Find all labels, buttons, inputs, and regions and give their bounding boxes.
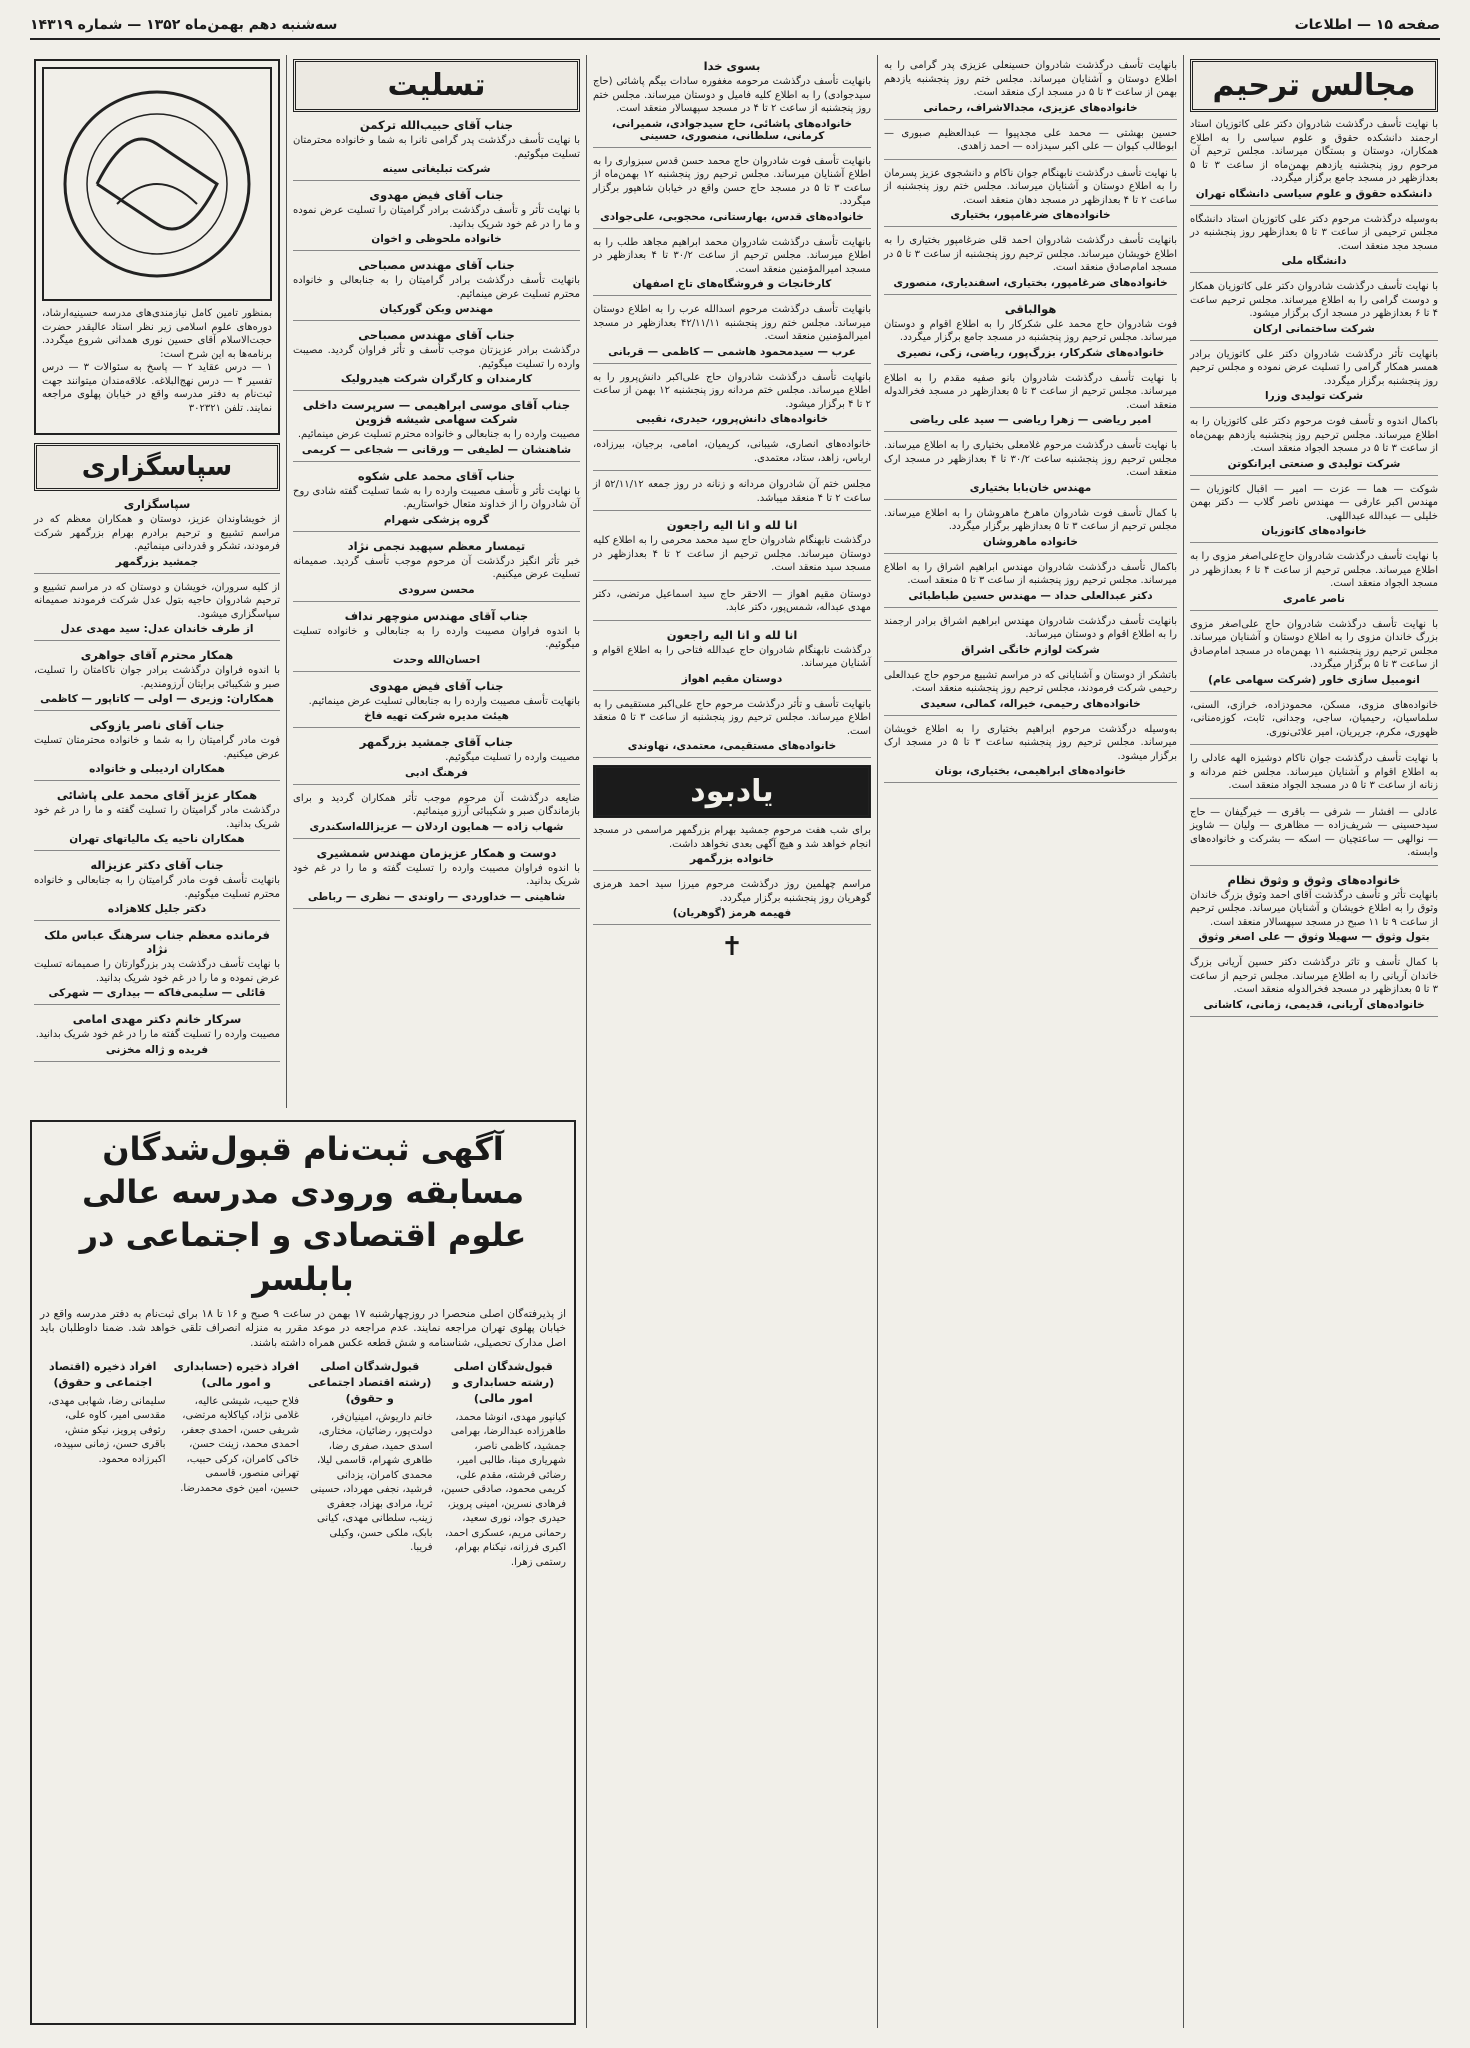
notice-signature: شاهنشان — لطیفی — ورقانی — شجاعی — کریمی <box>301 443 572 456</box>
notice-block <box>884 302 1177 365</box>
notice-text: بانهایت تأسف درگذشت شادروان حاج علی‌اکبر دانش‌پرور را به اطلاع میرساند. مجلس ختم مردانه روز پنجشنبه ۱۲ بهمن از ساعت ۲ تا ۴ برگزار میشود. <box>593 371 871 410</box>
notice-block <box>593 478 871 511</box>
notice-title: جناب آقای مهندس مصباحی <box>358 258 515 272</box>
notice-text: مصیبت وارده را تسلیت میگوئیم. <box>445 752 580 763</box>
notice-text: درگذشت مادر گرامیتان را تسلیت گفته و ما را در غم خود شریک بدانید. <box>34 805 280 830</box>
notice-text: بانهایت تأثر درگذشت شادروان دکتر علی کاتوزیان برادر همسر همکار گرامی را تسلیت عرض نموده و مجلس ترحیم روز پنجشنبه برگزار میگردد. <box>1190 348 1438 387</box>
notice-block <box>884 561 1177 608</box>
notice-block <box>34 788 280 851</box>
notice-signature: خانواده‌های آریانی، قدیمی، زمانی، کاشانی <box>1203 998 1425 1011</box>
notice-block <box>884 723 1177 784</box>
notice-signature: فرهنگ ادبی <box>405 766 468 779</box>
notice-signature: کارخانجات و فروشگاه‌های تاج اصفهان <box>632 278 832 290</box>
notice-text: با کمال تأسف فوت شادروان ماهرخ ماهروشان را به اطلاع میرساند. مجلس ترحیم از ساعت ۳ تا ۵ بعدازظهر برگزار میگردد. <box>884 507 1177 532</box>
notice-text: ضایعه درگذشت آن مرحوم موجب تأثر همکاران گردید و برای بازماندگان صبر و شکیبائی آرزو مینمائیم. <box>293 792 580 817</box>
notice-signature: هیئت مدیره شرکت تهیه فاخ <box>364 710 509 722</box>
cross-icon: ✝ <box>721 932 743 962</box>
notice-block <box>593 698 871 759</box>
notice-text: از خویشاوندان عزیز، دوستان و همکاران معظم که در مراسم تشییع و ترحیم برادرم بهرام بزرگمهر شرکت فرمودند، تشکر و قدردانی مینمائیم. <box>34 514 280 552</box>
notice-title: همکار عزیز آقای محمد علی پاشائی <box>56 788 258 802</box>
notice-signature: مهندس خان‌بابا بختیاری <box>969 481 1092 494</box>
notice-block <box>293 118 580 181</box>
notice-signature: خانواده ملحوظی و اخوان <box>371 233 502 245</box>
notice-text: بانهایت تأسف درگذشت برادر گرامیتان را به جنابعالی و خانواده محترم تسلیت عرض مینمائیم. <box>293 275 580 300</box>
yadbud-notice <box>593 824 871 871</box>
notice-block <box>593 371 871 432</box>
notice-text: بانهایت تأسف درگذشت شادروان احمد قلی ضرغامپور بختیاری را به اطلاع خویشان میرساند. مجلس ترحیم روز پنجشنبه از ساعت ۳ تا ۵ در مسجد امام‌صادق منعقد است. <box>884 235 1177 273</box>
notice-title: سپاسگزاری <box>123 497 191 511</box>
notice-text: به‌وسیله درگذشت مرحوم ابراهیم بختیاری را به اطلاع خویشان میرساند. مجلس ترحیم روز پنجشنبه ساعت ۳ تا ۵ در مسجد ارک برگزار میشود. <box>884 723 1178 762</box>
notice-block <box>293 792 580 839</box>
notice-signature: شهاب زاده — همایون اردلان — عزیزالله‌اسکندری <box>309 820 564 833</box>
notice-block <box>293 258 580 321</box>
notice-block <box>34 718 280 781</box>
notice-block <box>34 858 280 921</box>
notice-text: بانهایت تأسف مصیبت وارده را به جنابعالی تسلیت عرض مینمائیم. <box>308 695 580 707</box>
notice-signature: خانواده‌های ضرغامپور، بختیاری <box>950 209 1111 221</box>
page-header <box>30 12 1440 40</box>
thanks-list <box>34 497 280 1062</box>
condolence-list <box>293 118 580 909</box>
notice-text: با نهایت تأسف درگذشت مرحوم غلامعلی بختیاری را به اطلاع میرساند. مجلس ترحیم روز پنجشنبه ساعت ۳۰/۲ تا ۴ بعدازظهر در مسجد ارک منعقد است. <box>884 440 1177 478</box>
notice-block <box>293 679 580 729</box>
notice-block <box>293 735 580 785</box>
notice-text: با نهایت تأسف درگذشت پدر گرامی تانرا به شما و خانواده محترمتان تسلیت میگوئیم. <box>293 135 580 160</box>
notice-text: با نهایت تأسف درگذشت پدر بزرگوارتان را صمیمانه تسلیت عرض نموده و ما را در غم خود شریک بدانید. <box>34 959 280 984</box>
notice-text: عادلی — افشار — شرفی — باقری — خیرگیفان — حاج سیدحسینی — شریف‌زاده — مظاهری — ولیان — شاویز — نوالهی — ساعتچیان — اسکه — بشرکت و خانواده‌های وابسته. <box>1190 806 1438 858</box>
notice-text: بانهایت تأسف درگذشت شادروان مهندس ابراهیم اشراق برادر ارجمند را به اطلاع اقوام و دوستان میرساند. <box>884 615 1177 640</box>
yadbud-signature: خانواده بزرگمهر <box>689 853 774 865</box>
ad-intro: از پذیرفته‌گان اصلی منحصرا در روزچهارشنبه ۱۷ بهمن در ساعت ۹ صبح و ۱۶ تا ۱۸ برای ثبت‌نام به دفتر مدرسه واقع در خیابان پهلوی تهران مراجعه نمایند. عدم مراجعه در موعد مقرر به منزله انصراف تلقی خواهد شد. ضمنا داوطلبان باید اصل مدارک تحصیلی، شناسنامه و شش قطعه عکس همراه داشته باشند. <box>40 1307 566 1350</box>
notice-block <box>34 497 280 574</box>
notice-text: به‌وسیله درگذشت مرحوم دکتر علی کاتوزیان استاد دانشگاه مجلس ترحیمی از ساعت ۳ تا ۵ بعدازظهر روز پنجشنبه در مسجد مجد منعقد است. <box>1190 213 1439 252</box>
hosseiniyeh-text <box>42 307 272 420</box>
notice-block <box>884 127 1177 160</box>
notice-title: جناب آقای دکتر عزیزاله <box>90 858 224 872</box>
notice-signature: خانواده‌های مستقیمی، معتمدی، نهاوندی <box>627 740 837 752</box>
notice-block <box>1190 213 1438 274</box>
ad-title: آگهی ثبت‌نام قبول‌شدگان مسابقه ورودی مدرسه عالی علوم اقتصادی و اجتماعی در بابلسر <box>79 1130 527 1298</box>
notice-text: با نهایت تأسف درگذشت شادروان بانو صفیه مقدم را به اطلاع میرساند. مجلس ترحیم از ساعت ۳ تا ۵ بعدازظهر در مسجد فخرالدوله منعقد است. <box>884 372 1178 411</box>
notice-signature: محسن سرودی <box>398 583 475 596</box>
notice-signature: ناصر عامری <box>1283 592 1345 605</box>
notice-text: با نهایت تأثر و تأسف درگذشت برادر گرامیتان را تسلیت عرض نموده و ما را در غم خود شریک بدانید. <box>293 205 580 230</box>
notice-text: خانواده‌های انصاری، شیبانی، کریمیان، امامی، برجیان، بیرزاده، ارباس، زاهد، ستاد، معتمدی. <box>593 439 871 464</box>
notice-text: بانهایت تأسف فوت شادروان حاج محمد حسن قدس سبزواری را به اطلاع آشنایان میرساند. مجلس ترحیم روز پنجشنبه ۱۲ بهمن‌ماه از ساعت ۳ تا ۵ در مسجد حاج حسن واقع در خیابان شاهپور برگزار میگردد. <box>593 155 872 207</box>
obituary-list <box>1190 118 1438 1017</box>
notice-text: مصیبت وارده را تسلیت گفته ما را در غم خود شریک بدانید. <box>35 1029 280 1040</box>
notice-signature: شرکت ساختمانی ارکان <box>1253 322 1375 335</box>
ad-group-names: سلیمانی رضا، شهابی مهدی، مقدسی امیر، کاوه علی، رئوفی پرویز، نیکو منش، باقری حسن، زمانی سپیده، اکبرزاده محمود. <box>48 1395 166 1465</box>
ad-group <box>40 1357 166 1570</box>
hosseiniyeh-notice <box>34 59 280 435</box>
notice-signature: شرکت لوازم خانگی اشراق <box>961 643 1100 656</box>
notice-text: با نهایت تأسف درگذشت شادروان دکتر علی کاتوزیان همکار و دوست گرامی را به اطلاع میرساند. مجلس ترحیم ساعت ۴ تا ۶ بعدازظهر در مسجد ارک برگزار میشود. <box>1190 281 1438 319</box>
notice-signature: بتول وثوق — سهیلا وثوق — علی اصغر وثوق <box>1198 931 1430 943</box>
notice-signature: دکتر عبدالعلی حداد — مهندس حسین طباطبائی <box>908 589 1153 602</box>
notice-text: با نهایت تأسف درگذشت شادروان دکتر علی کاتوزیان استاد ارجمند دانشکده حقوق و علوم سیاسی را به اطلاع همکاران، دوستان و بستگان میرساند. مجلس ترحیم آن مرحوم روز پنجشنبه یازدهم بهمن‌ماه از ساعت ۳ تا ۵ بعدازظهر در مسجد جامع برگزار میگردد. <box>1190 119 1439 184</box>
notice-block <box>1190 280 1438 341</box>
notice-text: درگذشت نابهنگام شادروان حاج عبدالله فتاحی را به اطلاع اقوام و آشنایان میرساند. <box>593 644 871 669</box>
notice-text: باکمال اندوه و تأسف فوت مرحوم دکتر علی کاتوزیان را به اطلاع میرساند. مجلس ترحیم روز پنجشنبه یازدهم بهمن‌ماه از ساعت ۳ تا ۵ در مسجد الجواد منعقد است. <box>1190 416 1438 454</box>
notice-signature: فریده و ژاله مخزنی <box>105 1043 209 1056</box>
obituary-list <box>884 59 1177 783</box>
notice-block <box>884 615 1177 662</box>
notice-block <box>1190 550 1438 611</box>
notice-title: جناب آقای ناصر یازوکی <box>89 718 225 732</box>
hosseiniyeh-intro: بمنظور تامین کامل نیازمندی‌های مدرسه حسینیه‌ارشاد، دوره‌های علوم اسلامی زیر نظر استاد عالیقدر حضرت حجت‌الاسلام آقای حسین نوری همدانی شروع میگردد. برنامه‌ها به این شرح است: <box>42 308 272 360</box>
notice-title: همکار محترم آقای جواهری <box>80 648 234 662</box>
notice-text: با نهایت تأثر و تأسف مصیبت وارده را به شما تسلیت گفته شادی روح آن شادروان را از خداوند متعال خواستاریم. <box>293 485 580 510</box>
notice-text: خبر تأثر انگیز درگذشت آن مرحوم موجب تأسف گردید. صمیمانه تسلیت عرض میکنیم. <box>293 555 580 580</box>
notice-signature: خانواده‌های شکرکار، بزرگ‌پور، ریاضی، زکی، نصیری <box>896 346 1165 359</box>
notice-text: بانهایت تأسف درگذشت شادروان محمد ابراهیم مجاهد طلب را به اطلاع میرساند. مجلس ترحیم از ساعت ۳۰/۲ تا ۴ بعدازظهر در مسجد امیرالمؤمنین منعقد است. <box>593 236 871 275</box>
section-taslit-header: تسلیت <box>293 59 580 112</box>
notice-text: با اندوه فراوان درگذشت برادر جوان ناکامتان را تسلیت، صبر و شکیبائی برایتان آرزومندیم. <box>34 665 280 690</box>
notice-block <box>593 236 871 297</box>
notice-title: خانواده‌های وثوق و وثوق نظام <box>1227 872 1401 887</box>
notice-signature: امیر ریاضی — زهرا ریاضی — سید علی ریاضی <box>909 414 1152 426</box>
notice-title: جناب آقای فیض مهدوی <box>369 678 504 693</box>
notice-block <box>884 372 1177 433</box>
notice-block <box>34 648 280 711</box>
notice-text: با نهایت تأسف درگذشت شادروان حاج‌علی‌اصغر مزوی را به اطلاع میرساند. مجلس ترحیم از ساعت ۴ تا ۶ بعدازظهر در مسجد الجواد منعقد است. <box>1190 551 1438 589</box>
notice-title: سرکار خانم دکتر مهدی امامی <box>72 1012 242 1026</box>
notice-text: با اندوه فراوان مصیبت وارده را به جنابعالی و خانواده تسلیت میگوئیم. <box>293 625 580 650</box>
ad-group <box>307 1357 433 1570</box>
notice-title: جناب آقای محمد علی شکوه <box>357 468 516 483</box>
notice-block <box>884 167 1177 228</box>
notice-block <box>593 588 871 621</box>
notice-title: جناب آقای جمشید بزرگمهر <box>359 735 514 749</box>
notice-title: جناب آقای فیض مهدوی <box>369 188 504 202</box>
notice-title: فرمانده معظم جناب سرهنگ عباس ملک نژاد <box>44 928 270 956</box>
notice-text: درگذشت برادر عزیزتان موجب تأسف و تأثر فراوان گردید. مصیبت وارده را تسلیت میگوئیم. <box>293 345 580 370</box>
obituary-list <box>593 59 871 758</box>
notice-text: حسین بهشتی — محمد علی مجدپیوا — عبدالعظیم صبوری — ابوطالب کیوان — علی اکبر سیدزاده — احمد زاهدی. <box>884 127 1177 152</box>
notice-title: انا لله و انا الیه راجعون <box>666 518 798 532</box>
ad-group-title: افراد ذخیره (اقتصاد اجتماعی و حقوق) <box>49 1359 157 1389</box>
notice-block <box>593 155 871 229</box>
section-sepas-header: سپاسگزاری <box>34 443 280 491</box>
notice-block <box>593 518 871 581</box>
ad-group-title: افراد ذخیره (حسابداری و امور مالی) <box>173 1359 299 1389</box>
column-4 <box>286 55 586 1108</box>
notice-signature: خانواده‌های ضرغامپور، بختیاری، اسفندیاری، منصوری <box>893 276 1168 289</box>
notice-signature: انومبیل سازی خاور (شرکت سهامی عام) <box>1208 673 1420 686</box>
notice-signature: خانواده‌های قدس، بهارستانی، محجوبی، علی‌جوادی <box>600 210 864 223</box>
notice-block <box>1190 806 1438 866</box>
yadbud-signature: فهیمه هرمز (گوهریان) <box>672 907 792 919</box>
notice-title: هوالباقی <box>1004 301 1057 316</box>
notice-signature: شاهینی — خداوردی — راوندی — نظری — رباطی <box>307 890 566 903</box>
hosseiniyeh-list: ۱ — درس عقاید ۲ — پاسخ به سئوالات ۳ — درس تفسیر ۴ — درس نهج‌البلاغه. علاقه‌مندان میتوانند جهت ثبت‌نام به دفتر مدرسه واقع در خیابان پهلوی مراجعه نمایند. تلفن ۳۰۲۳۲۱ <box>42 362 272 414</box>
column-5 <box>28 55 286 1108</box>
notice-title: جناب آقای مهندس مصباحی <box>358 328 515 342</box>
notice-text: بانهایت تأسف فوت مادر گرامیتان را به جنابعالی و خانواده محترم تسلیت میگوئیم. <box>34 875 280 900</box>
notice-title: جناب آقای موسی ابراهیمی — سرپرست داخلی شرکت سهامی شیشه قزوین <box>302 398 571 426</box>
notice-text: از کلیه سروران، خویشان و دوستان که در مراسم تشییع و ترحیم شادروان حاجیه بتول عدل شرکت فرمودند صمیمانه سپاسگزاری میشود. <box>34 581 280 620</box>
notice-block <box>884 234 1177 295</box>
ad-group-names: فلاح حبیب، شیشی عالیه، غلامی نژاد، کیاکلایه مرتضی، شریفی حسن، احمدی جعفر، احمدی محمد، زینت حسن، خاکی کامران، کرکی حبیب، تهرانی منصور، قاسمی حسین، امین خوی محمدرضا. <box>180 1395 299 1494</box>
notice-signature: دانشگاه ملی <box>1281 255 1347 267</box>
ad-group <box>174 1357 300 1570</box>
notice-title: بسوی خدا <box>703 59 761 73</box>
notice-signature: همکاران اردیبلی و خانواده <box>89 763 225 775</box>
notice-block <box>1190 618 1438 692</box>
notice-text: با نهایت تأسف درگذشت شادروان حاج علی‌اصغر مزوی بزرگ خاندان مزوی را به اطلاع دوستان و آشنایان میرساند. مجلس ترحیم روز پنجشنبه ۱۱ بهمن‌ماه در مسجد امام‌صادق از ساعت ۳ تا ۵ برگزار میگردد. <box>1190 618 1438 670</box>
notice-title: دوست و همکار عزیزمان مهندس شمشیری <box>316 845 557 860</box>
notice-block <box>293 469 580 532</box>
notice-signature: دانشکده حقوق و علوم سیاسی دانشگاه تهران <box>1195 187 1433 200</box>
column-3 <box>586 55 877 2028</box>
notice-block <box>1190 699 1438 746</box>
notice-text: بانهایت تأسف درگذشت مرحوم اسدالله عرب را به اطلاع دوستان میرساند. مجلس ختم روز پنجشنبه ۴۲/۱۱/۱۱ بعدازظهر در مسجد امیرالمؤمنین منعقد است. <box>593 304 871 342</box>
notice-block <box>593 628 871 691</box>
notice-block <box>1190 483 1438 544</box>
notice-text: با نهایت تأسف درگذشت نابهنگام جوان ناکام و دانشجوی عزیز پسرمان را به اطلاع دوستان و آشنایان میرساند. مجلس ختم روز پنجشنبه از ساعت ۲ تا ۴ بعدازظهر در مسجد دهان منعقد است. <box>884 167 1177 206</box>
notice-block <box>884 507 1177 554</box>
notice-text: فوت شادروان حاج محمد علی شکرکار را به اطلاع اقوام و دوستان میرساند. مجلس ترحیم روز پنجشنبه در مسجد جامع برگزار میگردد. <box>884 318 1177 343</box>
hosseiniyeh-logo <box>42 67 272 301</box>
notice-text: دوستان مقیم اهواز — الاحقر حاج سید اسماعیل مرتضی، دکتر مهدی عبداله، شمس‌پور، دکتر عابد. <box>593 588 871 613</box>
ad-group-names: خانم داریوش، امینیان‌فر، دولت‌پور، رضائیان، مختاری، اسدی حمید، صفری رضا، طاهری شهرام، قاسمی لیلا، محمدی کامران، یزدانی فرشید، نجفی مهرداد، حسینی ثریا، مرادی بهزاد، جعفری زینب، سلطانی مهدی، کیانی بابک، ملکی حسن، وکیلی فریبا. <box>310 1411 433 1554</box>
issue-date: سه‌شنبه دهم بهمن‌ماه ۱۳۵۲ — شماره ۱۴۳۱۹ <box>30 17 338 33</box>
notice-block <box>34 581 280 642</box>
section-majales-header: مجالس ترحیم <box>1190 59 1438 112</box>
notice-block <box>1190 956 1438 1017</box>
notice-signature: خانواده‌های رحیمی، خیراله، کمالی، سعیدی <box>920 697 1141 710</box>
notice-block <box>293 398 580 462</box>
calligraphy-seal-icon <box>57 84 257 284</box>
notice-signature: عرب — سیدمحمود هاشمی — کاظمی — قربانی <box>608 345 856 358</box>
notice-block <box>1190 415 1438 476</box>
notice-title: جناب آقای حبیب‌الله ترکمن <box>359 118 514 132</box>
notice-signature: دکتر جلیل کلاهزاده <box>107 903 207 915</box>
admission-ad <box>30 1120 576 2025</box>
notice-signature: دوستان مقیم اهواز <box>681 672 783 685</box>
notice-text: با اندوه فراوان مصیبت وارده را تسلیت گفته و ما را در غم خود شریک بدانید. <box>293 862 580 887</box>
ad-group-names: کیانپور مهدی، انوشا محمد، طاهرزاده عبدالرضا، بهرامی جمشید، کاظمی ناصر، شهریاری مینا، طالبی امیر، رضائی فرشته، مقدم علی، کریمی محمود، صادقی حسین، فرهادی نسرین، امینی پرویز، حیدری جواد، نوری سعید، رحمانی مریم، عسکری احمد، اکبری فرزانه، نیکنام بهرام، رستمی زهرا. <box>440 1411 566 1568</box>
notice-text: باکمال تأسف درگذشت شادروان مهندس ابراهیم اشراق را به اطلاع میرساند. مجلس ترحیم روز پنجشنبه از ساعت ۳ تا ۵ منعقد است. <box>884 561 1177 586</box>
notice-block <box>293 609 580 672</box>
yadbud-text: مراسم چهلمین روز درگذشت مرحوم میرزا سید احمد هرمزی گوهریان روز پنجشنبه برگزار میگردد. <box>593 879 871 904</box>
notice-block <box>34 928 280 1005</box>
ad-group <box>441 1357 567 1570</box>
notice-text: فوت مادر گرامیتان را به شما و خانواده محترمتان تسلیت عرض میکنیم. <box>34 735 280 760</box>
notice-text: شوکت — هما — عزت — امیر — اقبال کاتوزیان — مهندس اکبر عارفی — مهندس ناصر گلاب — دکتر بهمن خلیلی — عبدالله عبداللهی. <box>1190 483 1438 522</box>
notice-signature: شرکت تولیدی وزرا <box>1264 390 1364 402</box>
notice-text: مصیبت وارده را به جنابعالی و خانواده محترم تسلیت عرض مینمائیم. <box>297 429 580 440</box>
notice-block <box>293 846 580 909</box>
notice-signature: خانواده‌های دانش‌پرور، حیدری، نقیبی <box>635 413 829 425</box>
notice-block <box>1190 873 1438 950</box>
notice-text: مجلس ختم آن شادروان مردانه و زنانه در روز جمعه ۵۲/۱۱/۱۲ از ساعت ۲ تا ۴ منعقد میباشد. <box>593 479 871 504</box>
notice-signature: مهندس وبکن گورکیان <box>379 303 494 315</box>
notice-signature: جمشید بزرگمهر <box>115 555 199 568</box>
notice-title: انا لله و انا الیه راجعون <box>666 627 798 642</box>
notice-text: باتشکر از دوستان و آشنایانی که در مراسم تشییع مرحوم حاج عبدالعلی رحیمی شرکت فرمودند، مجلس ترحیم روز پنجشنبه منعقد است. <box>884 669 1177 694</box>
notice-signature: خانواده‌های ابراهیمی، بختیاری، بونان <box>935 765 1126 777</box>
notice-signature: احسان‌الله وحدت <box>392 653 481 666</box>
notice-signature: خانواده‌های کاتوزیان <box>1261 525 1367 537</box>
notice-block <box>593 303 871 364</box>
notice-block <box>884 669 1177 716</box>
notice-block <box>34 1012 280 1062</box>
notice-block <box>293 539 580 602</box>
yadbud-notice <box>593 878 871 925</box>
notice-title: جناب آقای مهندس منوچهر نداف <box>344 608 529 623</box>
notice-signature: خانواده‌های عزیزی، مجدالاشراف، رحمانی <box>923 101 1138 114</box>
section-yadbud-header: یادبود <box>593 765 871 818</box>
notice-text: بانهایت تأسف درگذشت شادروان حسینعلی عزیزی پدر گرامی را به اطلاع دوستان و آشنایان میرساند. مجلس ختم روز پنجشنبه یازدهم بهمن از ساعت ۳ تا ۵ در مسجد ارک منعقد است. <box>884 60 1177 98</box>
notice-text: با کمال تأسف و تاثر درگذشت دکتر حسین آریانی بزرگ خاندان آریانی را به اطلاع میرساند. مجلس ترحیم از ساعت ۳ تا ۵ بعدازظهر در مسجد فخرالدوله منعقد است. <box>1190 957 1438 995</box>
notice-text: بانهایت تأسف درگذشت مرحومه مغفوره سادات بیگم پاشائی (حاج سیدجوادی) را به اطلاع کلیه فامیل و دوستان میرساند. مجلس ختم روز پنجشنبه از ساعت ۲ تا ۴ در مسجد سپهسالار منعقد است. <box>593 76 871 114</box>
notice-block <box>293 328 580 391</box>
ad-groups <box>40 1357 566 1570</box>
notice-block <box>884 59 1177 120</box>
notice-block <box>1190 752 1438 799</box>
notice-text: با نهایت تأسف درگذشت جوان ناکام دوشیزه الهه عادلی را به اطلاع اقوام و آشنایان میرساند. مجلس ختم مردانه و زنانه از ساعت ۳ تا ۵ در مسجد الجواد منعقد است. <box>1190 753 1438 791</box>
notice-signature: خانواده‌های پاشائی، حاج سیدجوادی، شمیرانی، کرمانی، سلطانی، منصوری، حسینی <box>611 117 853 142</box>
notice-signature: قائلی — سلیمی‌فاکه — بیداری — شهرکی <box>48 987 266 999</box>
notice-block <box>1190 348 1438 409</box>
notice-title: تیمسار معظم سپهبد نجمی نژاد <box>347 538 526 553</box>
notice-signature: از طرف خاندان عدل: سید مهدی عدل <box>60 623 254 635</box>
column-2 <box>877 55 1183 2028</box>
notice-signature: گروه پزشکی شهرام <box>383 513 490 526</box>
yadbud-text: برای شب هفت مرحوم جمشید بهرام بزرگمهر مراسمی در مسجد انجام خواهد شد و هیچ آگهی بعدی نخواهد داشت. <box>593 825 871 850</box>
ad-group-title: قبول‌شدگان اصلی (رشته حسابداری و امور مالی) <box>452 1359 555 1405</box>
ad-group-title: قبول‌شدگان اصلی (رشته اقتصاد اجتماعی و حقوق) <box>308 1359 432 1405</box>
notice-signature: کارمندان و کارگران شرکت هیدرولیک <box>340 373 533 385</box>
notice-block <box>884 439 1177 500</box>
notice-block <box>293 188 580 251</box>
notice-block <box>593 59 871 148</box>
notice-text: درگذشت نابهنگام شادروان حاج سید محمد محرمی را به اطلاع کلیه دوستان میرساند. مجلس ترحیم از ساعت ۲ تا ۴ بعدازظهر در مسجد سید منعقد است. <box>593 535 871 573</box>
notice-text: بانهایت تأثر و تأسف درگذشت آقای احمد وثوق بزرگ خاندان وثوق را به اطلاع خویشان و آشنایان میرساند. مجلس ترحیم از ساعت ۹ تا ۱۱ صبح در مسجد سپهسالار منعقد است. <box>1190 889 1438 928</box>
notice-text: بانهایت تأسف و تأثر درگذشت مرحوم حاج علی‌اکبر مستقیمی را به اطلاع میرساند. مجلس ترحیم روز پنجشنبه از ساعت ۳ تا ۵ منعقد است. <box>593 698 871 737</box>
notice-signature: همکاران: وزیری — اولی — کاتاپور — کاظمی <box>40 693 274 705</box>
notice-block <box>593 438 871 471</box>
notice-text: خانواده‌های مزوی، مسکن، محمودزاده، خرازی، السنی، سلماسیان، رحیمیان، ساجی، وجدانی، ثابت، کوزه‌منانی، ظهوری، مکرم، جریریان، امیر علائی‌نوری. <box>1190 699 1438 738</box>
notice-signature: خانواده ماهروشان <box>983 535 1078 548</box>
column-1 <box>1183 55 1444 2028</box>
notice-block <box>1190 118 1438 206</box>
page-number: صفحه ۱۵ — اطلاعات <box>1294 17 1440 33</box>
notice-signature: همکاران ناحیه یک مالیاتهای تهران <box>69 833 245 845</box>
notice-signature: شرکت تبلیغاتی سینه <box>382 163 491 175</box>
notice-signature: شرکت تولیدی و صنعتی ایرانکوتن <box>1227 457 1401 470</box>
